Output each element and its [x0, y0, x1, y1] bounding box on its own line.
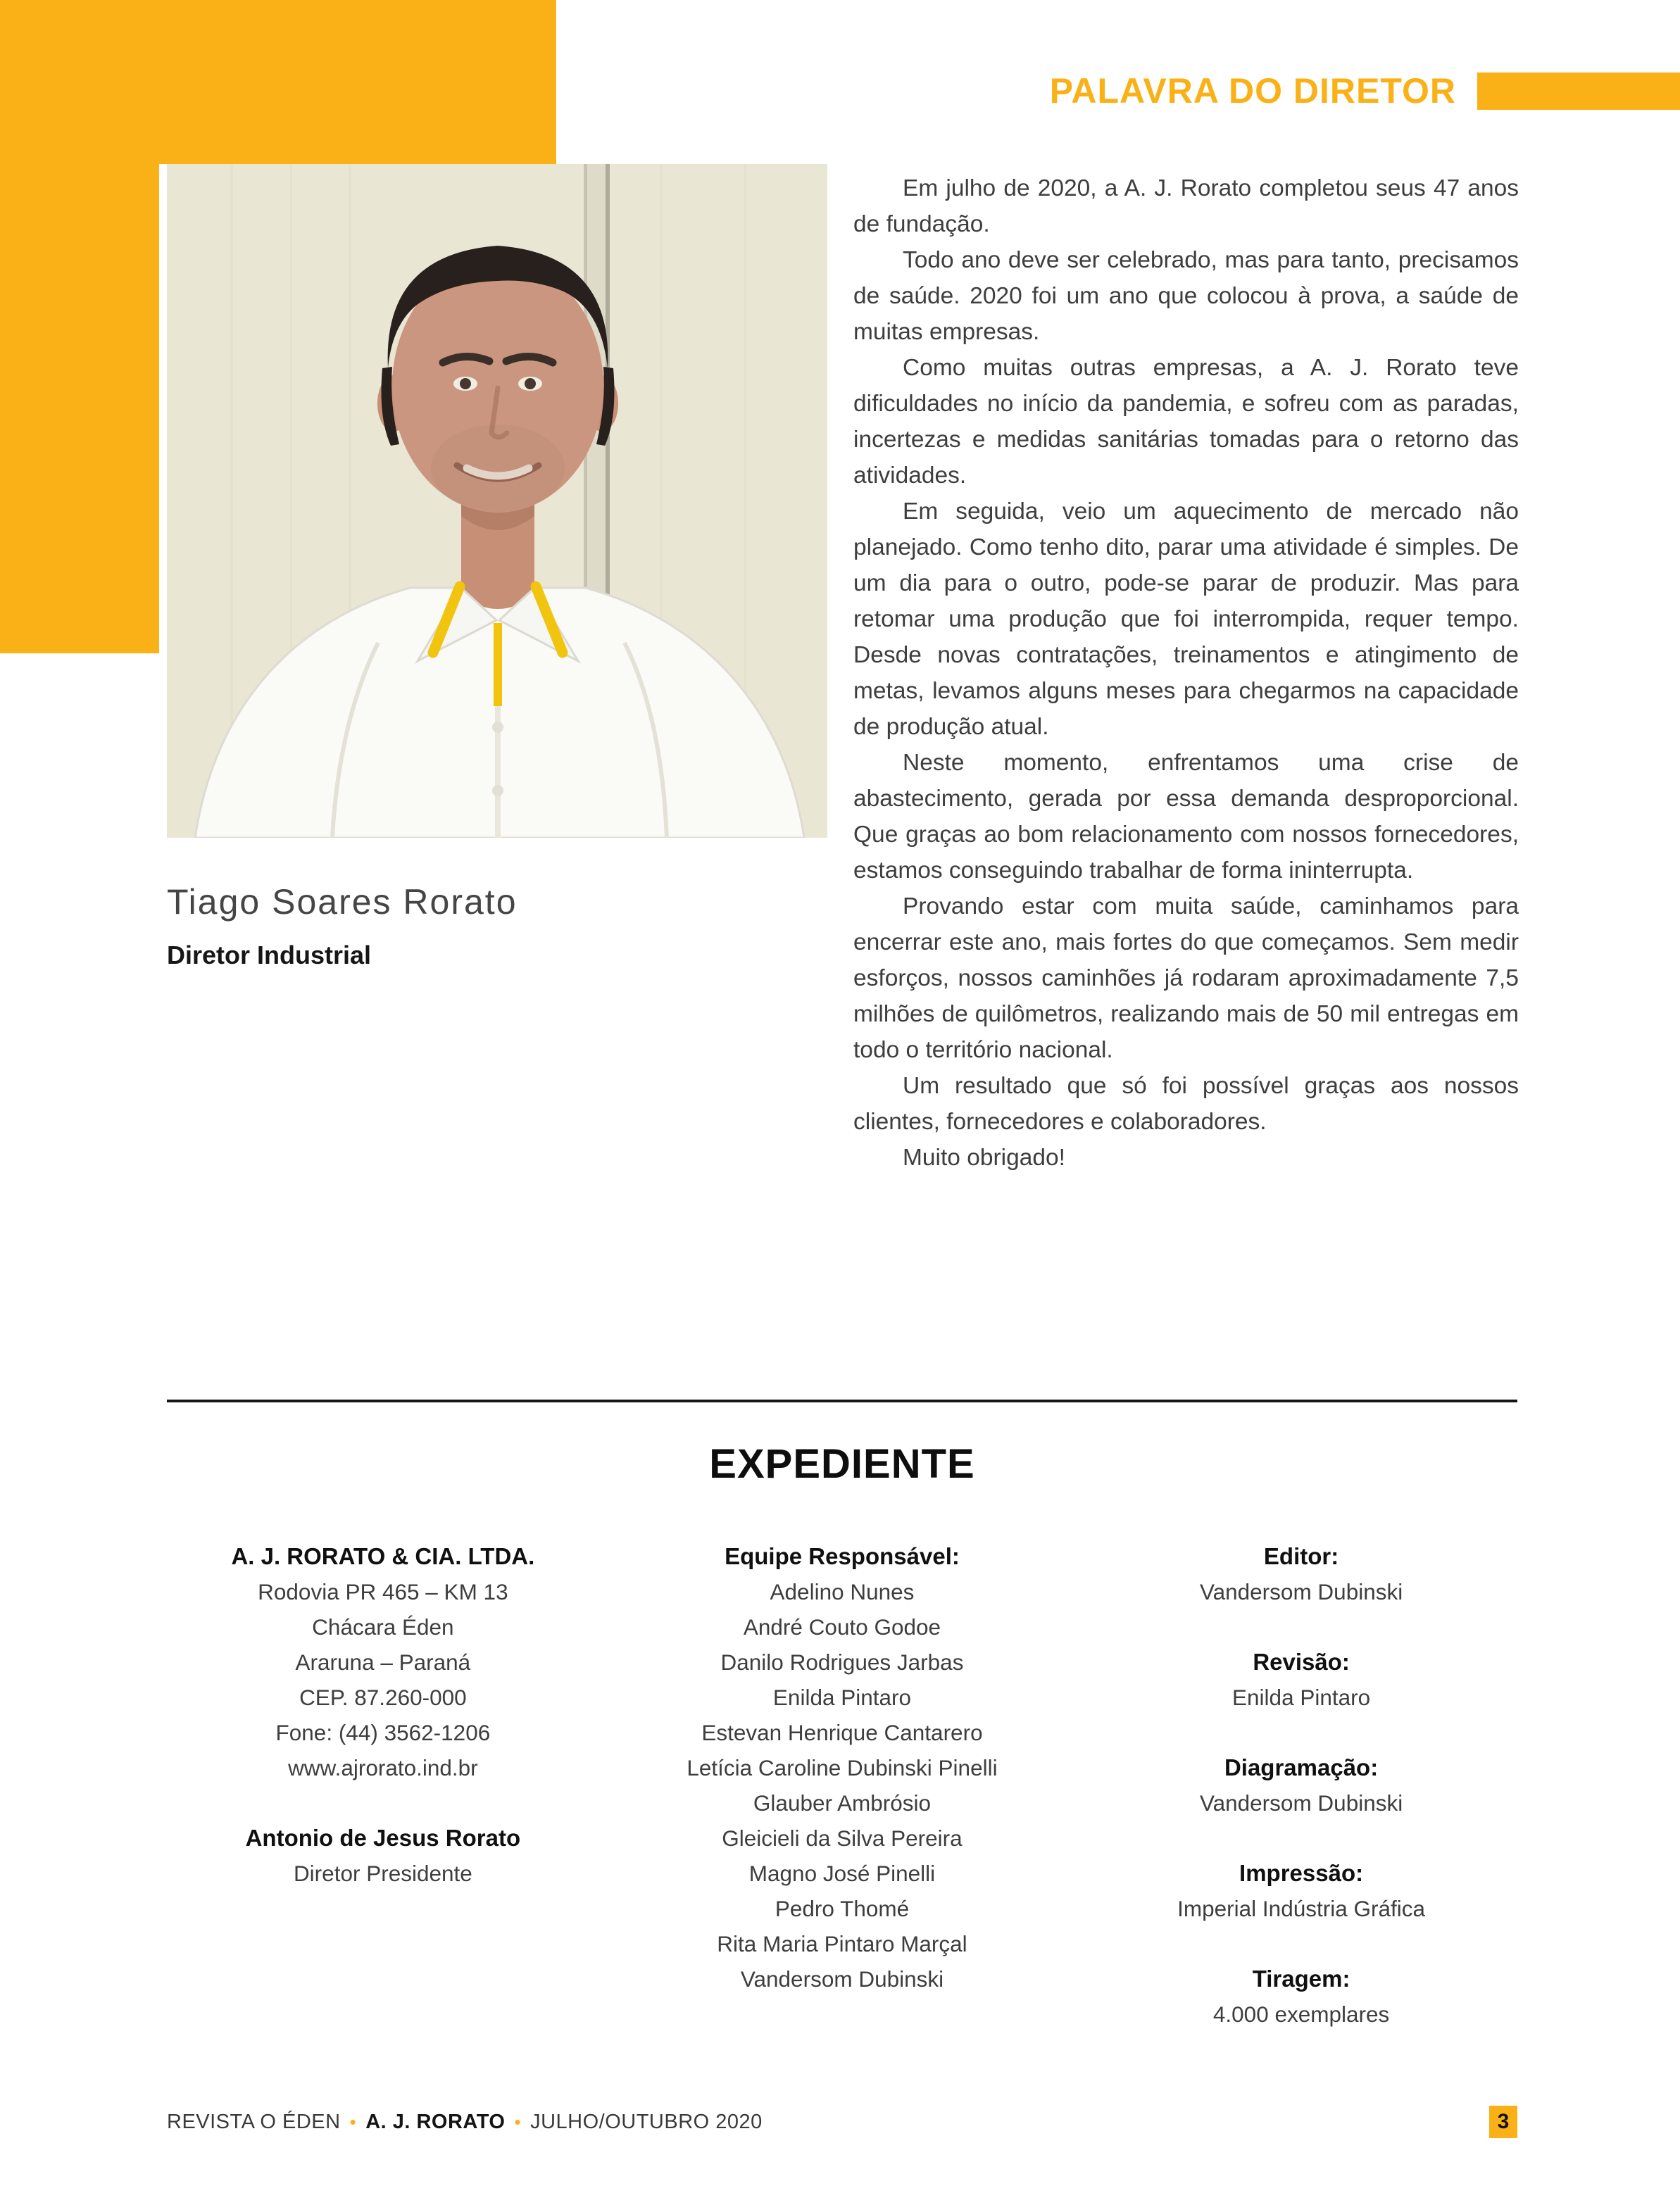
team-member: Glauber Ambrósio — [753, 1790, 932, 1816]
credit-value: Imperial Indústria Gráfica — [1177, 1896, 1426, 1921]
president-role: Diretor Presidente — [293, 1861, 472, 1886]
team-member: Letícia Caroline Dubinski Pinelli — [687, 1755, 998, 1780]
footer-magazine-name: REVISTA O ÉDEN — [167, 2110, 341, 2133]
company-column — [167, 1539, 599, 2067]
credit-group — [1085, 1856, 1517, 1926]
company-website-link[interactable]: www.ajrorato.ind.br — [288, 1755, 478, 1780]
company-address-line: Rodovia PR 465 – KM 13 — [258, 1579, 508, 1604]
credit-label: Diagramação: — [1224, 1754, 1379, 1780]
team-member: Rita Maria Pintaro Marçal — [717, 1931, 967, 1956]
director-letter — [853, 170, 1519, 1176]
page-number-badge: 3 — [1489, 2106, 1517, 2138]
page-title: PALAVRA DO DIRETOR — [1049, 71, 1456, 111]
paragraph: Neste momento, enfrentamos uma crise de abastecimento, gerada por essa demanda desproporcional. Que graças ao bom relacionamento com nossos fornecedores, estamos conseguindo trabalhar de forma ininterrupta. — [853, 750, 1519, 884]
team-label: Equipe Responsável: — [725, 1543, 960, 1569]
credits-column — [1085, 1539, 1517, 2067]
team-member: Adelino Nunes — [770, 1579, 915, 1604]
team-member: Gleicieli da Silva Pereira — [722, 1825, 963, 1851]
title-accent-bar — [1477, 73, 1680, 110]
footer-issue: JULHO/OUTUBRO 2020 — [530, 2110, 763, 2133]
portrait-role: Diretor Industrial — [167, 941, 372, 969]
credit-value: Vandersom Dubinski — [1199, 1579, 1403, 1604]
credit-value: Enilda Pintaro — [1232, 1685, 1371, 1710]
company-phone: Fone: (44) 3562-1206 — [275, 1720, 491, 1745]
portrait-name: Tiago Soares Rorato — [167, 882, 518, 922]
company-name: A. J. RORATO & CIA. LTDA. — [231, 1543, 535, 1569]
left-accent-column — [0, 0, 159, 653]
credit-label: Impressão: — [1239, 1860, 1364, 1886]
team-member: Estevan Henrique Cantarero — [701, 1720, 983, 1745]
paragraph: Como muitas outras empresas, a A. J. Rorato teve dificuldades no início da pandemia, e sofreu com as paradas, incertezas e medidas sanitárias tomadas para o retorno das atividades. — [853, 355, 1519, 489]
page-footer — [167, 2104, 1517, 2140]
credit-label: Tiragem: — [1252, 1966, 1350, 1992]
paragraph: Muito obrigado! — [903, 1145, 1065, 1171]
portrait-illustration — [167, 164, 827, 838]
credit-label: Revisão: — [1253, 1649, 1350, 1675]
team-member: Magno José Pinelli — [748, 1861, 936, 1886]
footer-line — [167, 2111, 763, 2134]
credit-group — [1085, 1750, 1517, 1821]
credit-group — [1085, 1539, 1517, 1609]
footer-brand-name: A. J. RORATO — [365, 2110, 506, 2133]
portrait-photo — [167, 164, 827, 838]
team-column — [599, 1539, 1085, 2067]
paragraph: Em julho de 2020, a A. J. Rorato completou seus 47 anos de fundação. — [853, 175, 1519, 237]
credit-group — [1085, 1645, 1517, 1715]
credit-value: 4.000 exemplares — [1212, 2002, 1390, 2027]
expediente-columns — [167, 1539, 1517, 2067]
paragraph: Todo ano deve ser celebrado, mas para tanto, precisamos de saúde. 2020 foi um ano que colocou à prova, a saúde de muitas empresas. — [853, 247, 1519, 345]
team-member: Enilda Pintaro — [772, 1685, 912, 1710]
team-member: Vandersom Dubinski — [740, 1966, 944, 1992]
expediente-title: EXPEDIENTE — [709, 1441, 975, 1487]
spacer — [167, 1785, 599, 1821]
credit-value: Vandersom Dubinski — [1199, 1790, 1403, 1816]
credit-label: Editor: — [1263, 1543, 1339, 1569]
company-address-line: Araruna – Paraná — [295, 1649, 471, 1675]
footer-bullet-icon: • — [514, 2111, 522, 2132]
president-name: Antonio de Jesus Rorato — [245, 1825, 521, 1851]
company-address-line: Chácara Éden — [312, 1614, 454, 1640]
team-member: Pedro Thomé — [775, 1896, 910, 1921]
team-member: Danilo Rodrigues Jarbas — [720, 1649, 964, 1675]
credit-group — [1085, 1961, 1517, 2032]
team-member: André Couto Godoe — [743, 1614, 941, 1640]
section-divider — [167, 1400, 1517, 1402]
paragraph: Em seguida, veio um aquecimento de mercado não planejado. Como tenho dito, parar uma atividade é simples. De um dia para o outro, pode-se parar de produzir. Mas para retomar uma produção que foi interrompida, requer tempo. Desde novas contratações, treinamentos e atingimento de metas, levamos alguns meses para chegarmos na capacidade de produção atual. — [853, 498, 1519, 740]
paragraph: Um resultado que só foi possível graças aos nossos clientes, fornecedores e colaboradores. — [853, 1073, 1519, 1135]
paragraph: Provando estar com muita saúde, caminhamos para encerrar este ano, mais fortes do que começamos. Sem medir esforços, nossos caminhões já rodaram aproximadamente 7,5 milhões de quilômetros, realizando mais de 50 mil entregas em todo o território nacional. — [853, 893, 1519, 1063]
footer-bullet-icon: • — [349, 2111, 357, 2132]
company-address-line: CEP. 87.260-000 — [299, 1685, 467, 1710]
